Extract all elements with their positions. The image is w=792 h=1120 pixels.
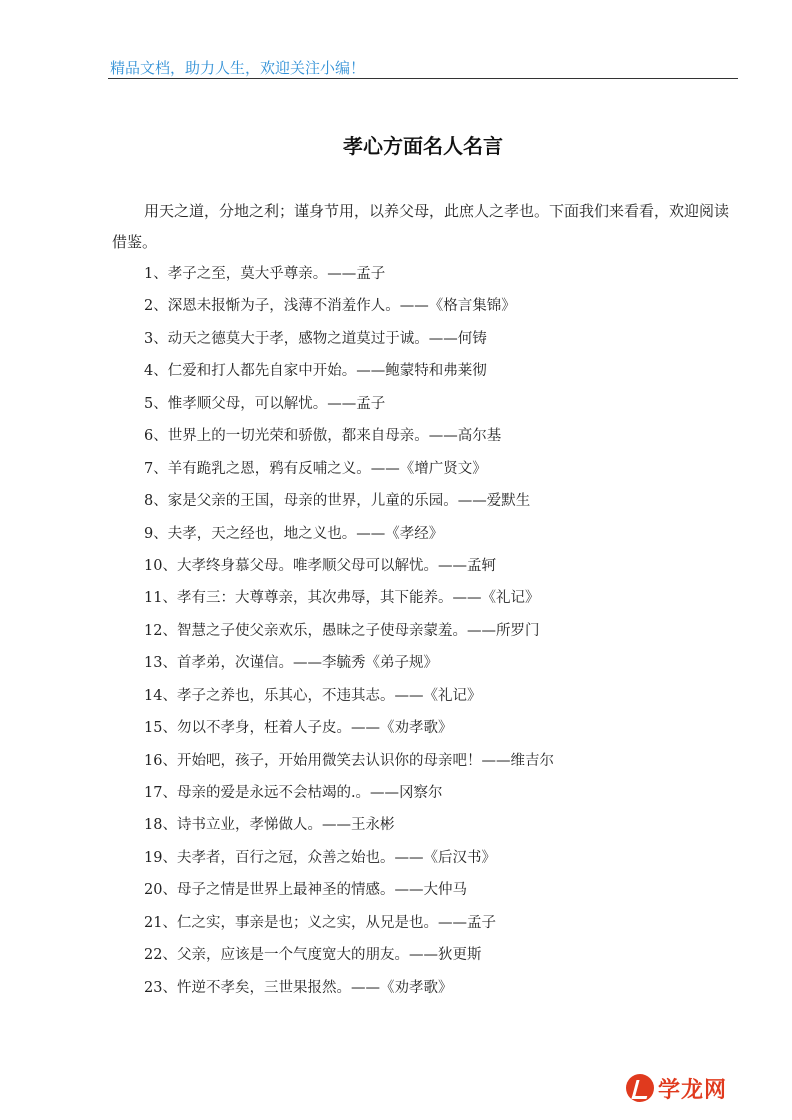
quote-item: 1、孝子之至，莫大乎尊亲。——孟子 — [144, 266, 386, 282]
quote-item: 13、首孝弟，次谨信。——李毓秀《弟子规》 — [144, 655, 438, 672]
quote-item: 23、忤逆不孝矣，三世果报然。——《劝孝歌》 — [144, 979, 453, 996]
quote-item: 19、夫孝者，百行之冠，众善之始也。——《后汉书》 — [144, 849, 496, 866]
watermark-text: 学龙网 — [658, 1077, 728, 1103]
logo-icon — [626, 1074, 654, 1102]
quote-item: 10、大孝终身慕父母。唯孝顺父母可以解忧。——孟轲 — [144, 557, 496, 574]
quote-item: 12、智慧之子使父亲欢乐，愚昧之子使母亲蒙羞。——所罗门 — [144, 622, 540, 639]
header-divider — [108, 78, 738, 79]
quote-item: 16、开始吧，孩子，开始用微笑去认识你的母亲吧！——维吉尔 — [144, 752, 554, 769]
quote-item: 2、深恩未报惭为子，浅薄不消羞作人。——《格言集锦》 — [144, 298, 516, 315]
quote-item: 15、勿以不孝身，枉着人子皮。——《劝孝歌》 — [144, 720, 453, 737]
header-tagline: 精品文档，助力人生，欢迎关注小编！ — [110, 59, 366, 77]
intro-paragraph: 用天之道，分地之利；谨身节用，以养父母，此庶人之孝也。下面我们来看看，欢迎阅读借鉴。 — [112, 202, 730, 251]
quote-item: 6、世界上的一切光荣和骄傲，都来自母亲。——高尔基 — [144, 428, 502, 445]
quote-item: 9、夫孝，天之经也，地之义也。——《孝经》 — [144, 525, 444, 542]
quote-item: 3、动天之德莫大于孝，感物之道莫过于诚。——何铸 — [144, 330, 487, 347]
site-watermark — [626, 1068, 756, 1108]
quote-item: 17、母亲的爱是永远不会枯竭的.。——冈察尔 — [144, 785, 443, 801]
quote-item: 7、羊有跪乳之恩，鸦有反哺之义。——《增广贤文》 — [144, 460, 487, 477]
quote-item: 4、仁爱和打人都先自家中开始。——鲍蒙特和弗莱彻 — [144, 363, 487, 380]
quote-item: 22、父亲，应该是一个气度宽大的朋友。——狄更斯 — [144, 947, 482, 964]
document-title: 孝心方面名人名言 — [343, 134, 503, 158]
quote-item: 14、孝子之养也，乐其心，不违其志。——《礼记》 — [144, 687, 482, 704]
quote-item: 8、家是父亲的王国，母亲的世界，儿童的乐园。——爱默生 — [144, 493, 531, 510]
quote-item: 18、诗书立业，孝悌做人。——王永彬 — [144, 817, 395, 834]
quote-item: 21、仁之实，事亲是也；义之实，从兄是也。——孟子 — [144, 914, 496, 931]
quote-item: 5、惟孝顺父母，可以解忧。——孟子 — [144, 395, 386, 412]
quote-list — [144, 258, 744, 1004]
quote-item: 11、孝有三：大尊尊亲，其次弗辱，其下能养。——《礼记》 — [144, 590, 540, 607]
quote-item: 20、母子之情是世界上最神圣的情感。——大仲马 — [144, 882, 467, 899]
